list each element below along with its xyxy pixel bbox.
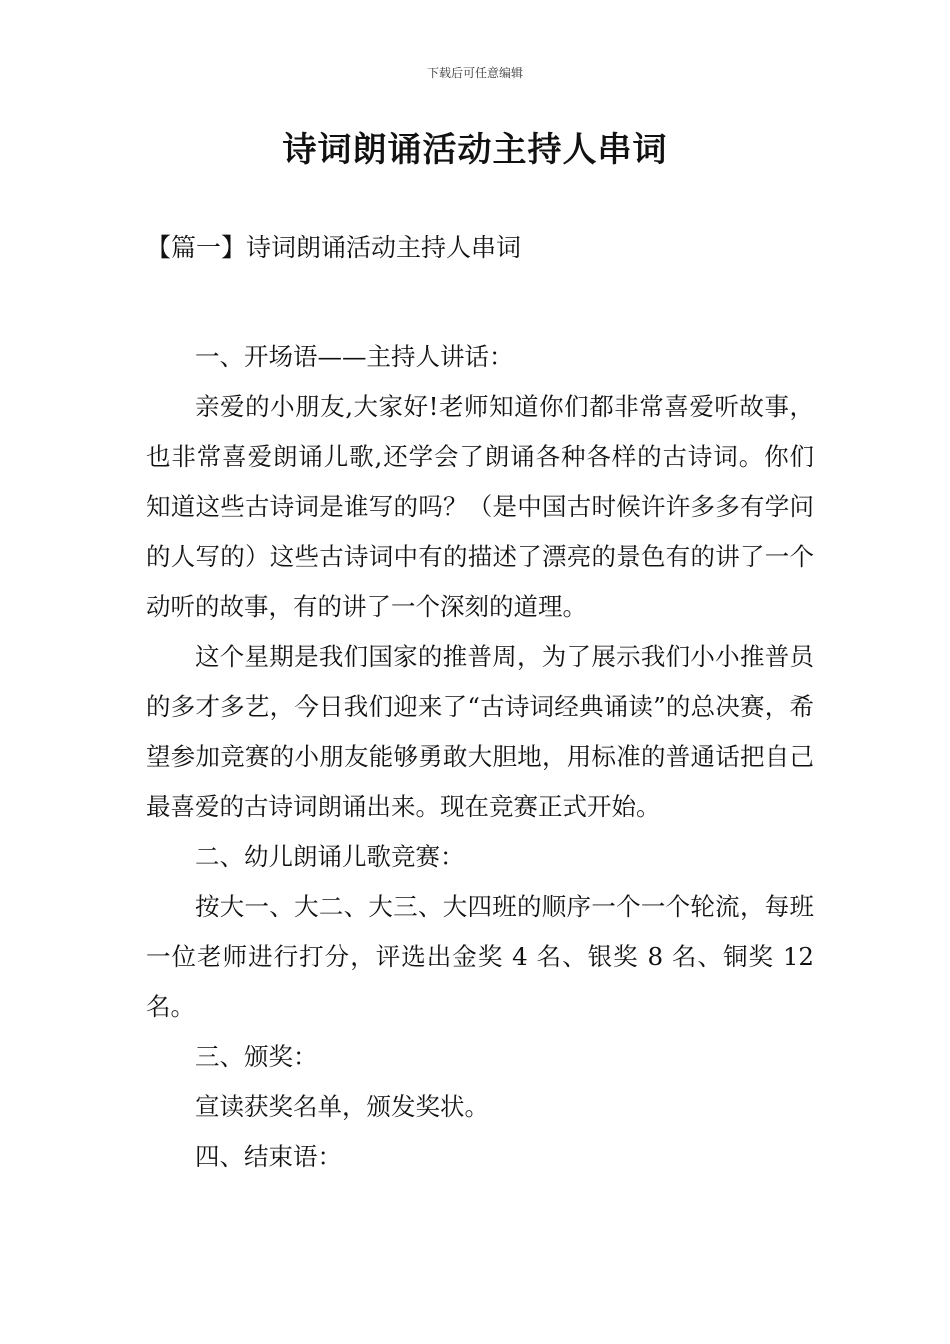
page-header-note: 下载后可任意编辑 [426,66,523,80]
paragraph-competition-heading: 二、幼儿朗诵儿歌竞赛： [195,842,465,871]
paragraph-closing-heading: 四、结束语： [195,1142,342,1171]
section-heading: 【篇一】诗词朗诵活动主持人串词 [146,233,522,262]
paragraph-awards-detail: 宣读获奖名单，颁发奖状。 [195,1092,489,1121]
paragraph-opening-speech: 亲爱的小朋友,大家好!老师知道你们都非常喜爱听故事，也非常喜爱朗诵儿歌,还学会了朗诵各种各样的古诗词。你们知道这些古诗词是谁写的吗？（是中国古时候许许多多有学问的人写的）这些古诗词中有的描述了漂亮的景色有的讲了一个动听的故事，有的讲了一个深刻的道理。 [146,392,814,621]
document-title: 诗词朗诵活动主持人串词 [282,130,668,170]
paragraph-competition-rules: 按大一、大二、大三、大四班的顺序一个一个轮流，每班一位老师进行打分，评选出金奖 4 名、银奖 8 名、铜奖 12 名。 [146,892,814,1021]
document-body [146,332,814,1182]
paragraph-event-intro: 这个星期是我们国家的推普周，为了展示我们小小推普员的多才多艺，今日我们迎来了“古诗词经典诵读”的总决赛，希望参加竞赛的小朋友能够勇敢大胆地，用标准的普通话把自己最喜爱的古诗词朗诵出来。现在竞赛正式开始。 [146,642,814,821]
paragraph-opening-heading: 一、开场语——主持人讲话： [195,342,514,371]
paragraph-awards-heading: 三、颁奖： [195,1042,318,1071]
